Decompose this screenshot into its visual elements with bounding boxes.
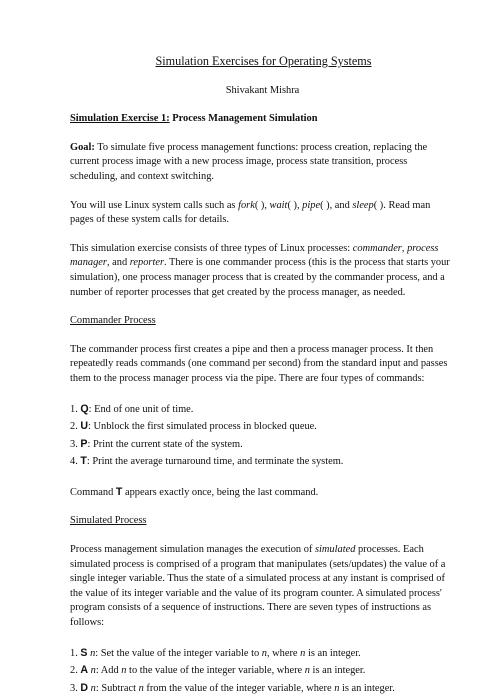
instruction-desc-3: is an integer.: [309, 665, 366, 677]
command-t-note: [70, 485, 455, 501]
exercise-heading: [70, 112, 455, 127]
command-key: T: [80, 455, 87, 468]
term-commander: commander: [352, 242, 402, 254]
list-item: [70, 662, 455, 680]
overview-suffix: . There is one commander process (this is the process that starts your simulation), one process manager process that is created by the commander process, and a number of reporter processes that get created by the process manager, as needed.: [70, 257, 450, 298]
syscall-wait: wait: [269, 199, 288, 211]
overview-prefix: This simulation exercise consists of three types of Linux processes:: [70, 242, 353, 254]
document-title: Simulation Exercises for Operating Systems: [155, 54, 372, 68]
item-number: 1.: [70, 403, 81, 415]
term-simulated: simulated: [314, 544, 356, 556]
command-list: [70, 401, 455, 471]
term-process-manager: process manager: [70, 242, 439, 269]
instruction-desc-2: from the value of the integer variable, where: [143, 682, 335, 694]
item-number: 3.: [70, 682, 81, 694]
simulated-section-heading: Simulated Process: [70, 515, 147, 527]
instruction-var-2: n: [300, 647, 306, 659]
instruction-desc-2: to the value of the integer variable, where: [126, 665, 305, 677]
instruction-list: [70, 645, 455, 697]
list-item: [70, 401, 455, 419]
document-author: Shivakant Mishra: [225, 84, 300, 96]
list-item: [70, 645, 455, 663]
item-number: 3.: [70, 438, 81, 450]
note-prefix: Command: [70, 486, 116, 498]
instruction-var-2: n: [304, 665, 310, 677]
overview-comma: ,: [401, 242, 408, 254]
simulated-paragraph: [70, 543, 455, 631]
item-number: 1.: [70, 647, 81, 659]
instruction-desc-3: is an integer.: [339, 682, 395, 694]
syscall-sleep: sleep: [352, 199, 374, 211]
exercise-name: Process Management Simulation: [169, 113, 318, 125]
syscalls-sep-1: ( ),: [254, 199, 270, 211]
overview-paragraph: [70, 242, 455, 300]
goal-label: Goal:: [70, 141, 95, 153]
simulated-suffix: processes. Each simulated process is comprised of a program that manipulates (sets/updates) the value of a single integer variable. Thus the state of a simulated process at any instant is comprised of the value of its integer variable and the value of its program counter. A simulated process' program consists of a sequence of instructions. There are seven types of instructions as follows:: [70, 544, 446, 629]
simulated-prefix: Process management simulation manages the execution of: [70, 544, 315, 556]
command-key: P: [80, 437, 88, 450]
command-key: Q: [80, 402, 89, 415]
note-suffix: appears exactly once, being the last command.: [122, 486, 319, 498]
term-reporter: reporter: [129, 257, 164, 269]
goal-paragraph: [70, 141, 455, 185]
instruction-var: n: [261, 647, 267, 659]
item-number: 2.: [70, 421, 81, 433]
instruction-arg: n: [88, 682, 96, 694]
list-item: [70, 436, 455, 454]
instruction-desc-3: is an integer.: [305, 647, 361, 659]
exercise-label: Simulation Exercise 1:: [70, 113, 170, 125]
syscall-pipe: pipe: [302, 199, 321, 211]
note-key: T: [115, 485, 123, 498]
instruction-desc-2: , where: [266, 647, 301, 659]
instruction-desc-1: : Subtract: [95, 682, 139, 694]
instruction-var: n: [121, 665, 127, 677]
overview-and: , and: [106, 257, 130, 269]
command-desc: : Print the current state of the system.: [87, 438, 243, 450]
instruction-desc-1: : Set the value of the integer variable to: [95, 647, 262, 659]
instruction-key: A: [80, 664, 89, 677]
syscalls-prefix: You will use Linux system calls such as: [70, 199, 239, 211]
instruction-arg: n: [88, 665, 96, 677]
command-desc: : Print the average turnaround time, and terminate the system.: [86, 456, 344, 468]
item-number: 4.: [70, 456, 81, 468]
syscalls-sep-2: ( ),: [287, 199, 303, 211]
instruction-key: D: [80, 681, 89, 694]
item-number: 2.: [70, 665, 81, 677]
syscalls-paragraph: [70, 199, 455, 228]
instruction-var: n: [138, 682, 144, 694]
commander-intro-paragraph: The commander process first creates a pipe and then a process manager process. It then repeatedly reads commands (one command per second) from the standard input and passes them to the process manager process via the pipe. There are four types of commands:: [70, 343, 448, 384]
instruction-desc-1: : Add: [95, 665, 122, 677]
command-desc: : Unblock the first simulated process in blocked queue.: [88, 421, 317, 433]
instruction-var-2: n: [334, 682, 340, 694]
instruction-key: S: [80, 646, 88, 659]
list-item: [70, 418, 455, 436]
list-item: [70, 453, 455, 471]
syscalls-sep-3: ( ), and: [320, 199, 353, 211]
goal-text: To simulate five process management functions: process creation, replacing the current process image with a new process image, process state transition, process scheduling, and context switching.: [70, 141, 428, 182]
commander-section-heading: Commander Process: [70, 315, 156, 327]
syscalls-suffix: ( ). Read man pages of these system calls for details.: [70, 199, 431, 226]
command-key: U: [80, 420, 89, 433]
instruction-arg: n: [87, 647, 96, 659]
command-desc: : End of one unit of time.: [88, 403, 194, 415]
list-item: [70, 680, 455, 697]
syscall-fork: fork: [238, 199, 255, 211]
